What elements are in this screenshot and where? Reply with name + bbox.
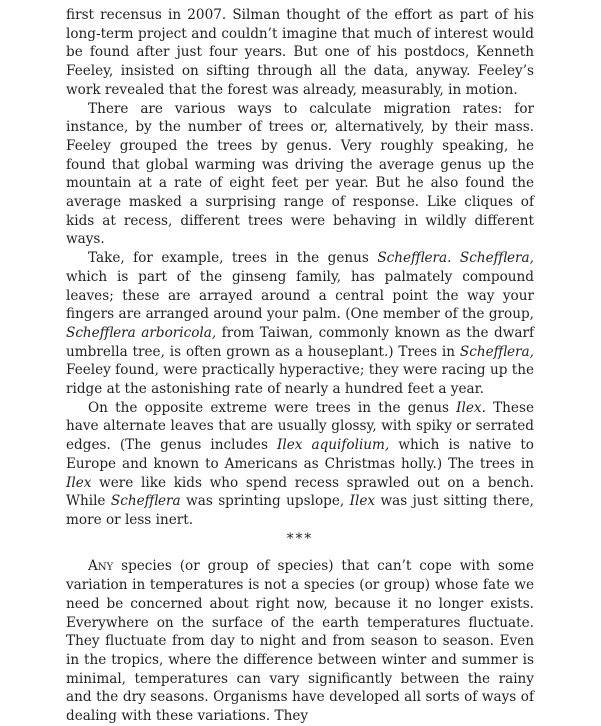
italic-species: Schefflera arboricola,: [66, 324, 217, 341]
book-page: [66, 6, 534, 726]
paragraph-3: [66, 249, 534, 399]
text-run: which is part of the ginseng family, has palmately compound leaves; these are arrayed around a central point the way your fingers are arranged around your palm. (One member of the group,: [66, 268, 534, 323]
text-run: Take, for example, trees in the genus: [88, 250, 378, 267]
text-run: was just sitting there, more or less inert.: [66, 493, 534, 528]
text-run: from Taiwan, commonly known as the dwarf umbrella tree, is often grown as a houseplant.) Trees in: [66, 324, 534, 360]
text-run: was sprinting upslope,: [180, 493, 350, 510]
italic-genus: Schefflera.: [377, 250, 452, 267]
italic-genus: Schefflera,: [459, 250, 534, 267]
small-caps-lead-in: [88, 557, 113, 576]
italic-genus: Schefflera: [110, 493, 181, 510]
paragraph-1: [66, 6, 534, 100]
text-run: There are various ways to calculate migration rates: for instance, by the number of trees or, alternatively, by their mass. Feeley grouped the trees by genus. Very roughly speaking, he found that global warming was driving the average genus up the mountain at a rate of eight feet per year. But he also found the average masked a surprising range of response. Like cliques of kids at recess, different trees were behaving in wildly different ways.: [66, 100, 534, 248]
paragraph-5: [66, 557, 534, 725]
text-run: were like kids who spend recess sprawled out on a bench. While: [66, 474, 534, 510]
italic-genus: Ilex: [349, 493, 376, 510]
text-run: Feeley found, were practically hyperactive; they were racing up the ridge at the astonishing rate of nearly a hundred feet a year.: [66, 362, 534, 398]
section-break: ***: [286, 530, 314, 547]
lead-in-word: Any: [88, 558, 114, 575]
text-run: which is native to Europe and known to Americans as Christmas holly.) The trees in: [66, 437, 534, 472]
text-run: species (or group of species) that can’t cope with some variation in temperatures is not a species (or group) whose fate we need be concerned about right now, because it no longer exists. Everywhere on the surface of the earth temperatures fluctuate. They fluctuate from day to night and from season to season. Even in the tropics, where the difference between winter and summer is minimal, temperatures can vary significantly between the rainy and the dry seasons. Organisms have developed all sorts of ways of dealing with these variations. They: [66, 558, 534, 725]
italic-species: Ilex aquifolium,: [276, 437, 390, 454]
text-run: first recensus in 2007. Silman thought of the effort as part of his long-term project and couldn’t imagine that much of interest would be found after just four years. But one of his postdocs, Kenneth Feeley, insisted on sifting through all the data, anyway. Feeley’s work revealed that the forest was already, measurably, in motion.: [66, 7, 534, 98]
text-run: [451, 250, 459, 266]
text-run: On the opposite extreme were trees in the genus: [88, 399, 457, 416]
italic-genus: Ilex: [66, 474, 92, 491]
paragraph-4: [66, 399, 534, 530]
italic-genus: Schefflera,: [459, 343, 534, 360]
paragraph-2: [66, 100, 534, 250]
text-run: These have alternate leaves that are usually glossy, with spiky or serrated edges. (The genus includes: [66, 399, 535, 454]
italic-genus: Ilex.: [456, 399, 486, 416]
